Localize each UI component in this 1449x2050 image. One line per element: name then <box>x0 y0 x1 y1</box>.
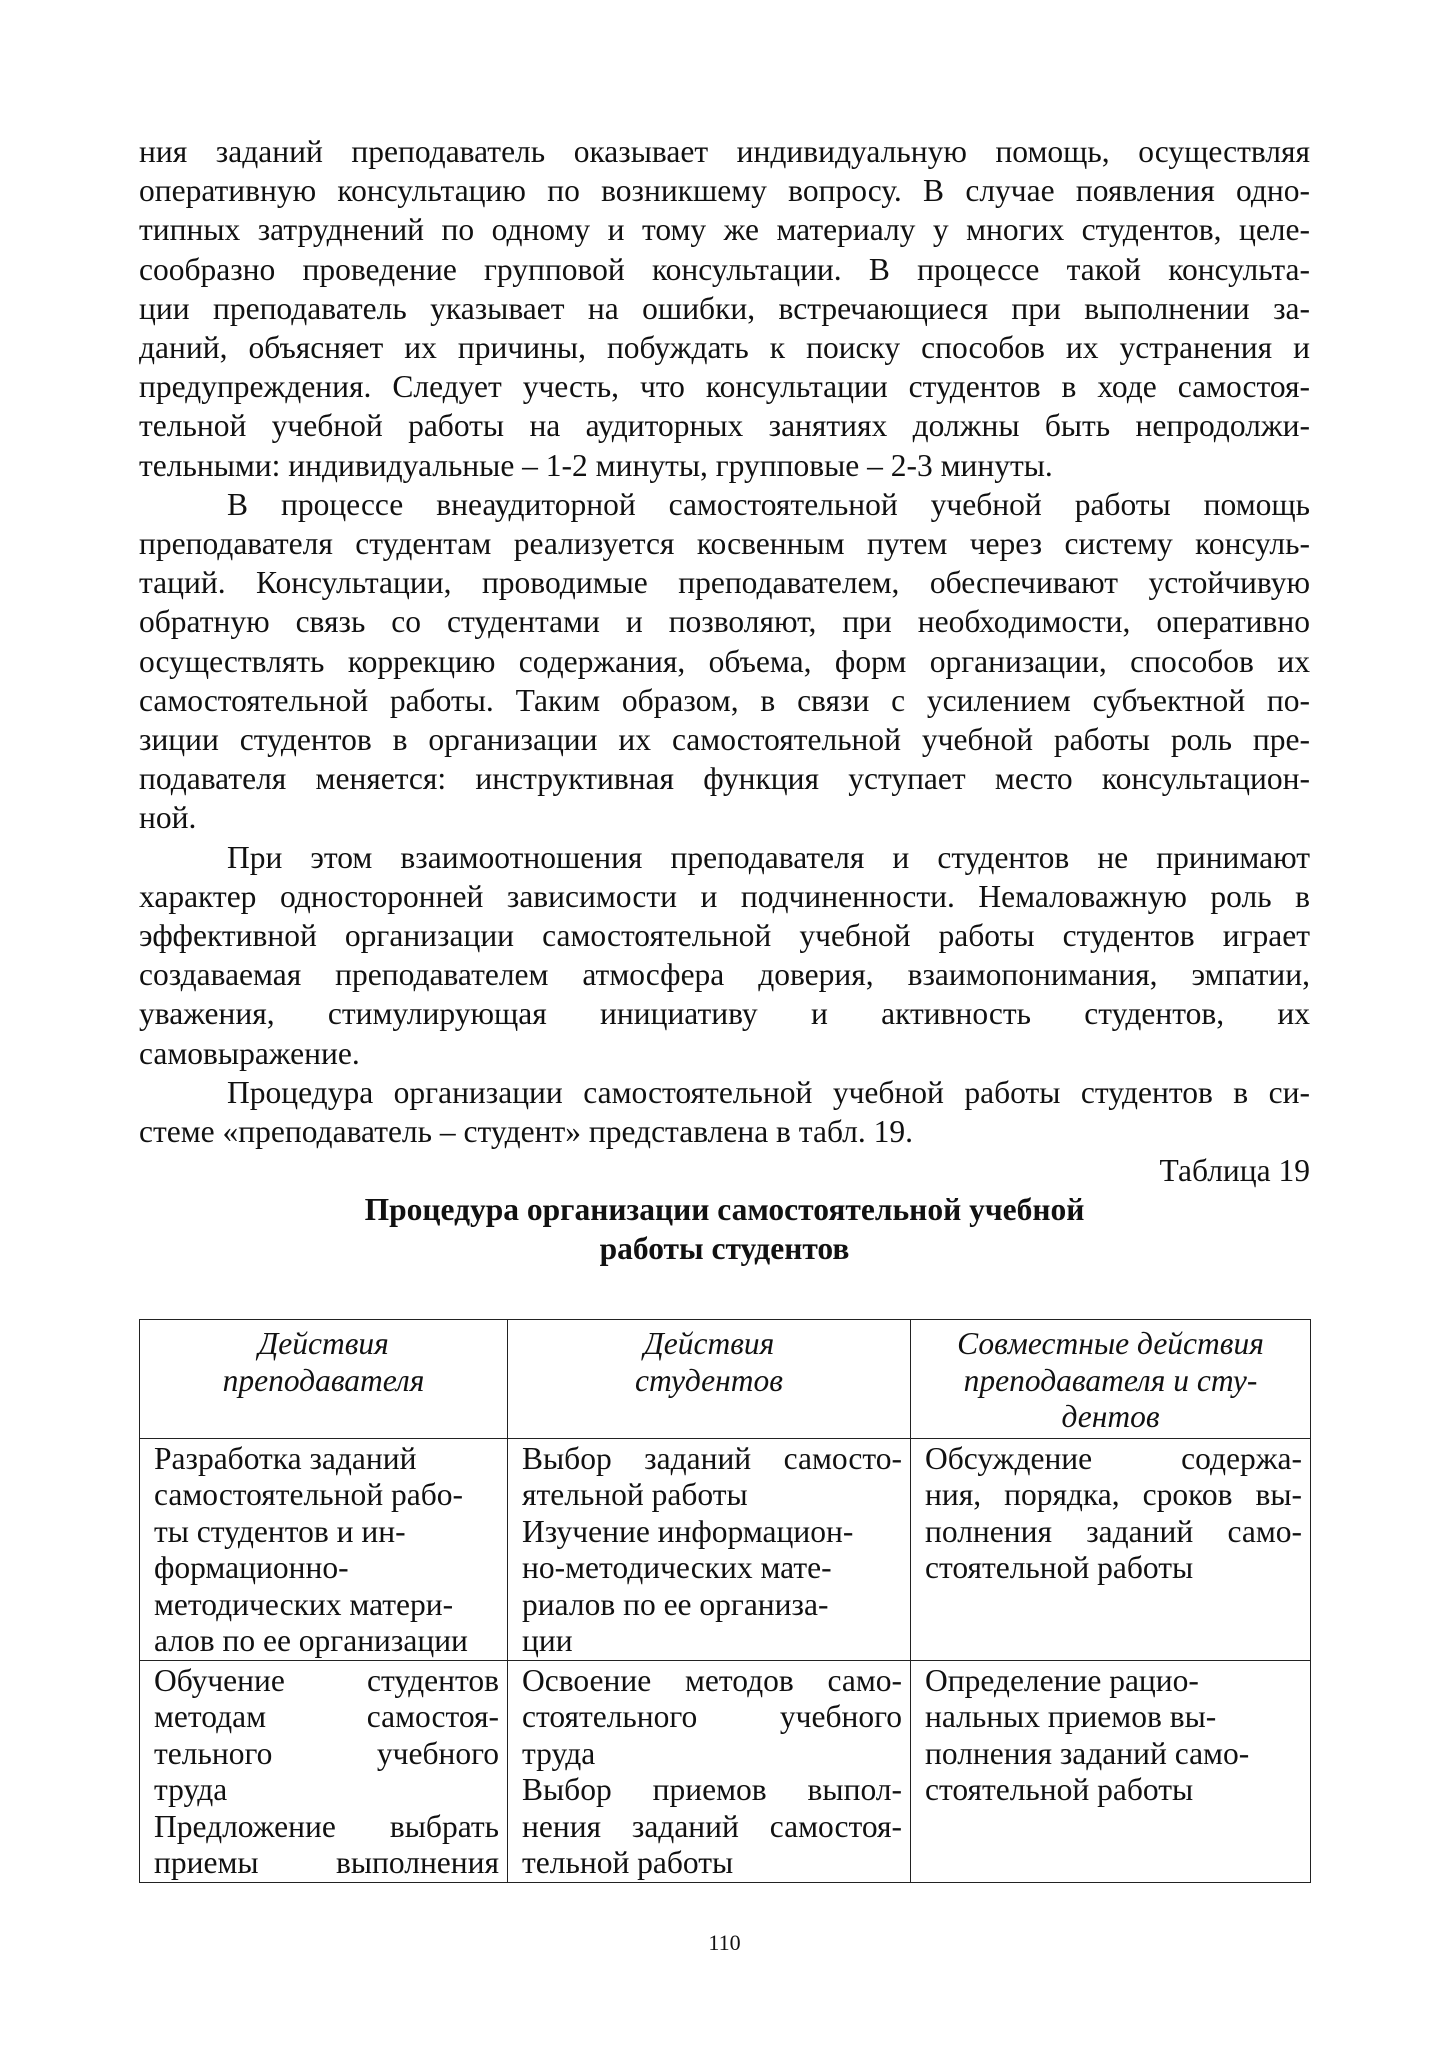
procedure-table <box>139 1319 1311 1883</box>
header-teacher-actions <box>140 1320 508 1439</box>
text-line: подавателя меняется: инструктивная функция уступает место консультацион- <box>139 761 1310 797</box>
text-line: типных затруднений по одному и тому же материалу у многих студентов, целе- <box>139 212 1310 248</box>
cell-line: но-методических мате- <box>522 1550 832 1585</box>
text-line: предупреждения. Следует учесть, что консультации студентов в ходе самостоя- <box>139 369 1310 405</box>
text-line: даний, объясняет их причины, побуждать к поиску способов их устранения и <box>139 330 1310 366</box>
page-body <box>139 132 1310 1880</box>
header-line: преподавателя <box>222 1362 425 1398</box>
cell-line: ятельной работы <box>522 1477 748 1512</box>
text-line: эффективной организации самостоятельной учебной работы студентов играет <box>139 918 1310 954</box>
text-line: создаваемая преподавателем атмосфера доверия, взаимопонимания, эмпатии, <box>139 957 1310 993</box>
cell-line: самостоятельной рабо- <box>154 1477 463 1512</box>
paragraph-2 <box>139 485 1310 838</box>
paragraph-3 <box>139 838 1310 1073</box>
table-cell <box>508 1660 911 1882</box>
table-row <box>140 1438 1311 1660</box>
text-line: Процедура организации самостоятельной учебной работы студентов в си- <box>227 1074 1310 1110</box>
table-title-line: работы студентов <box>599 1231 850 1267</box>
cell-line: нения заданий самостоя- <box>522 1808 902 1844</box>
header-line: Действия <box>643 1326 775 1361</box>
page-number: 110 <box>708 1930 741 1955</box>
cell-line: тельного учебного <box>154 1735 499 1771</box>
table-cell <box>911 1438 1311 1660</box>
cell-line: полнения заданий само- <box>925 1513 1302 1549</box>
text-line: сообразно проведение групповой консультации. В процессе такой консульта- <box>139 251 1310 287</box>
cell-line: Выбор заданий самосто- <box>522 1440 902 1476</box>
cell-line: ния, порядка, сроков вы- <box>925 1477 1302 1512</box>
cell-line: Обучение студентов <box>154 1662 499 1698</box>
text-line: ния заданий преподаватель оказывает индивидуальную помощь, осуществляя <box>139 134 1310 169</box>
table-title-line: Процедура организации самостоятельной учебной <box>364 1192 1085 1228</box>
cell-line: Изучение информацион- <box>522 1513 854 1549</box>
text-line: тельной учебной работы на аудиторных занятиях должны быть непродолжи- <box>139 408 1310 444</box>
text-line: таций. Консультации, проводимые преподавателем, обеспечивают устойчивую <box>139 565 1310 601</box>
text-line: обратную связь со студентами и позволяют, при необходимости, оперативно <box>139 604 1310 640</box>
cell-line: ции <box>522 1623 573 1658</box>
table-row <box>140 1660 1311 1882</box>
table-cell <box>911 1660 1311 1882</box>
text-line: характер односторонней зависимости и подчиненности. Немаловажную роль в <box>139 878 1310 914</box>
table-title <box>139 1190 1310 1268</box>
cell-line: Обсуждение содержа- <box>925 1440 1302 1476</box>
text-line: осуществлять коррекцию содержания, объема, форм организации, способов их <box>139 643 1310 679</box>
cell-line: алов по ее организации <box>154 1623 468 1658</box>
paragraph-4 <box>139 1073 1310 1151</box>
cell-line: Предложение выбрать <box>154 1808 499 1844</box>
cell-line: формационно- <box>154 1550 349 1585</box>
text-line: преподавателя студентам реализуется косвенным путем через систему консуль- <box>139 526 1310 562</box>
cell-line: нальных приемов вы- <box>925 1699 1217 1734</box>
text-line: При этом взаимоотношения преподавателя и студентов не принимают <box>227 839 1310 875</box>
text-line: ной. <box>139 800 197 836</box>
cell-line: стоятельной работы <box>925 1550 1194 1585</box>
text-line: В процессе внеаудиторной самостоятельной учебной работы помощь <box>227 486 1310 522</box>
text-line: зиции студентов в организации их самостоятельной учебной работы роль пре- <box>139 722 1310 758</box>
cell-line: Выбор приемов выпол- <box>522 1772 902 1807</box>
text-line: тельными: индивидуальные – 1-2 минуты, групповые – 2-3 минуты. <box>139 447 1053 483</box>
cell-line: методам самостоя- <box>154 1699 499 1734</box>
header-line: Действия <box>258 1326 389 1361</box>
cell-line: стоятельной работы <box>925 1772 1194 1807</box>
cell-line: Разработка заданий <box>154 1440 417 1476</box>
text-line: самовыражение. <box>139 1035 360 1071</box>
cell-line: труда <box>522 1735 596 1771</box>
cell-line: методических матери- <box>154 1586 454 1622</box>
cell-line: риалов по ее организа- <box>522 1586 829 1622</box>
cell-line: труда <box>154 1772 228 1807</box>
cell-line: Определение рацио- <box>925 1662 1199 1698</box>
table-cell <box>140 1438 508 1660</box>
header-joint-actions <box>911 1320 1311 1439</box>
header-line: преподавателя и сту- <box>963 1362 1258 1398</box>
header-line: студентов <box>635 1362 783 1398</box>
table-cell <box>140 1660 508 1882</box>
text-line: уважения, стимулирующая инициативу и активность студентов, их <box>139 996 1310 1032</box>
cell-line: полнения заданий само- <box>925 1735 1250 1771</box>
header-student-actions <box>508 1320 911 1439</box>
text-line: стеме «преподаватель – студент» представлена в табл. 19. <box>139 1114 914 1150</box>
text-line: самостоятельной работы. Таким образом, в связи с усилением субъектной по- <box>139 682 1310 718</box>
paragraph-1 <box>139 132 1310 485</box>
table-caption: Таблица 19 <box>1159 1153 1310 1189</box>
cell-line: Освоение методов само- <box>522 1662 902 1698</box>
table-cell <box>508 1438 911 1660</box>
cell-line: тельной работы <box>522 1845 734 1880</box>
text-line: ции преподаватель указывает на ошибки, встречающиеся при выполнении за- <box>139 290 1310 326</box>
table-header-row <box>140 1320 1311 1439</box>
cell-line: приемы выполнения <box>154 1845 499 1880</box>
header-line: дентов <box>1061 1399 1160 1434</box>
header-line: Совместные действия <box>957 1326 1264 1361</box>
cell-line: ты студентов и ин- <box>154 1513 406 1549</box>
cell-line: стоятельного учебного <box>522 1699 902 1734</box>
text-line: оперативную консультацию по возникшему вопросу. В случае появления одно- <box>139 173 1310 209</box>
